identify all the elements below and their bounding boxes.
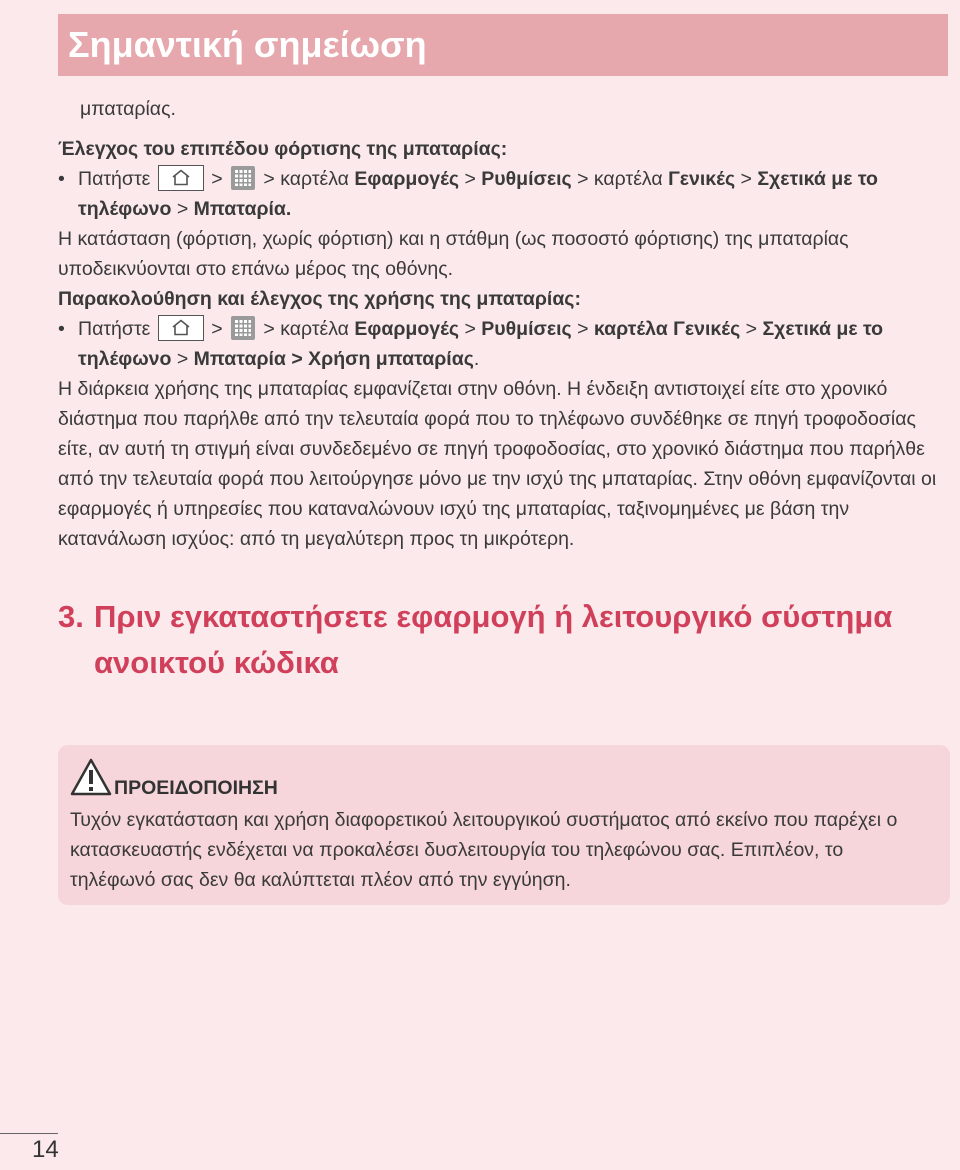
warning-body: Τυχόν εγκατάσταση και χρήση διαφορετικού λειτουργικού συστήματος από εκείνο που παρέχει ο κατασκευαστής ενδέχεται να προκαλέσει δυσλειτουργία του τηλεφώνου σας. Επιπλέον, το τηλέφωνό σας δεν θα καλύπτεται πλέον από την εγγύηση. [70,809,898,891]
tap-text: Πατήστε [78,318,151,340]
apps-grid-icon [231,316,255,340]
general-tab-label: καρτέλα Γενικές [593,318,741,340]
bullet-dot: • [58,168,65,190]
section3-number: 3. [58,599,84,634]
section3-title-line2: ανοικτού κώδικα [94,645,339,680]
intro-fragment: μπαταρίας. [80,98,176,120]
tap-text: Πατήστε [78,168,151,190]
warning-label: ΠΡΟΕΙΔΟΠΟΙΗΣΗ [114,777,278,799]
section2-description: Η διάρκεια χρήσης της μπαταρίας εμφανίζεται στην οθόνη. Η ένδειξη αντιστοιχεί είτε στο χρονικό διάστημα που παρήλθε από την τελευταία φορά που το τηλέφωνο συνδέθηκε σε πηγή τροφοδοσίας είτε, αν αυτή τη στιγμή είναι συνδεδεμένο σε πηγή τροφοδοσίας, στο χρονικό διάστημα που παρήλθε από την τελευταία φορά που λειτούργησε μόνο με την ισχύ της μπαταρίας. Στην οθόνη εμφανίζονται οι εφαρμογές ή υπηρεσίες που καταναλώνουν ισχύ της μπαταρίας, ταξινομημένες με βάση την κατανάλωση ισχύος: από τη μεγαλύτερη προς τη μικρότερη. [58,378,937,550]
about-phone-label: Σχετικά με το τηλέφωνο [78,318,884,370]
warning-title [70,761,278,801]
home-key-icon [158,165,204,191]
apps-grid-icon [231,166,255,190]
footer-rule [0,1133,58,1134]
settings-label: Ρυθμίσεις [481,168,572,190]
warning-triangle-icon [70,758,112,801]
settings-label: Ρυθμίσεις [481,318,572,340]
bullet-dot: • [58,318,65,340]
section3-title [58,594,948,686]
general-tab-label: Γενικές [668,168,736,190]
apps-tab-label: Εφαρμογές [354,168,460,190]
about-phone-label: Σχετικά με το τηλέφωνο [78,168,878,220]
section2-step: • Πατήστε > > καρτέλα Εφαρμογές > Ρυθμίσεις > καρτέλα Γενικές > Σχετικά με το τηλέφωνο > Μπαταρία > Χρήση μπαταρίας. [58,314,948,374]
apps-tab-label: Εφαρμογές [354,318,460,340]
page-header [58,14,948,76]
page-number: 14 [32,1136,59,1163]
section1-heading: Έλεγχος του επιπέδου φόρτισης της μπαταρίας: [58,138,508,160]
section1-description: Η κατάσταση (φόρτιση, χωρίς φόρτιση) και η στάθμη (ως ποσοστό φόρτισης) της μπαταρίας υποδεικνύονται στο επάνω μέρος της οθόνης. [58,228,849,280]
section3-title-line1: Πριν εγκαταστήσετε εφαρμογή ή λειτουργικό σύστημα [94,599,893,634]
warning-box [58,745,950,905]
battery-usage-label: Μπαταρία > Χρήση μπαταρίας [193,348,474,370]
battery-label: Μπαταρία. [193,198,292,220]
page-header-title: Σημαντική σημείωση [68,24,427,65]
home-key-icon [158,315,204,341]
main-content [58,94,948,686]
section1-step: • Πατήστε > > καρτέλα Εφαρμογές > Ρυθμίσεις > καρτέλα Γενικές > Σχετικά με το τηλέφωνο > Μπαταρία. [58,164,948,224]
section2-heading: Παρακολούθηση και έλεγχος της χρήσης της μπαταρίας: [58,288,581,310]
